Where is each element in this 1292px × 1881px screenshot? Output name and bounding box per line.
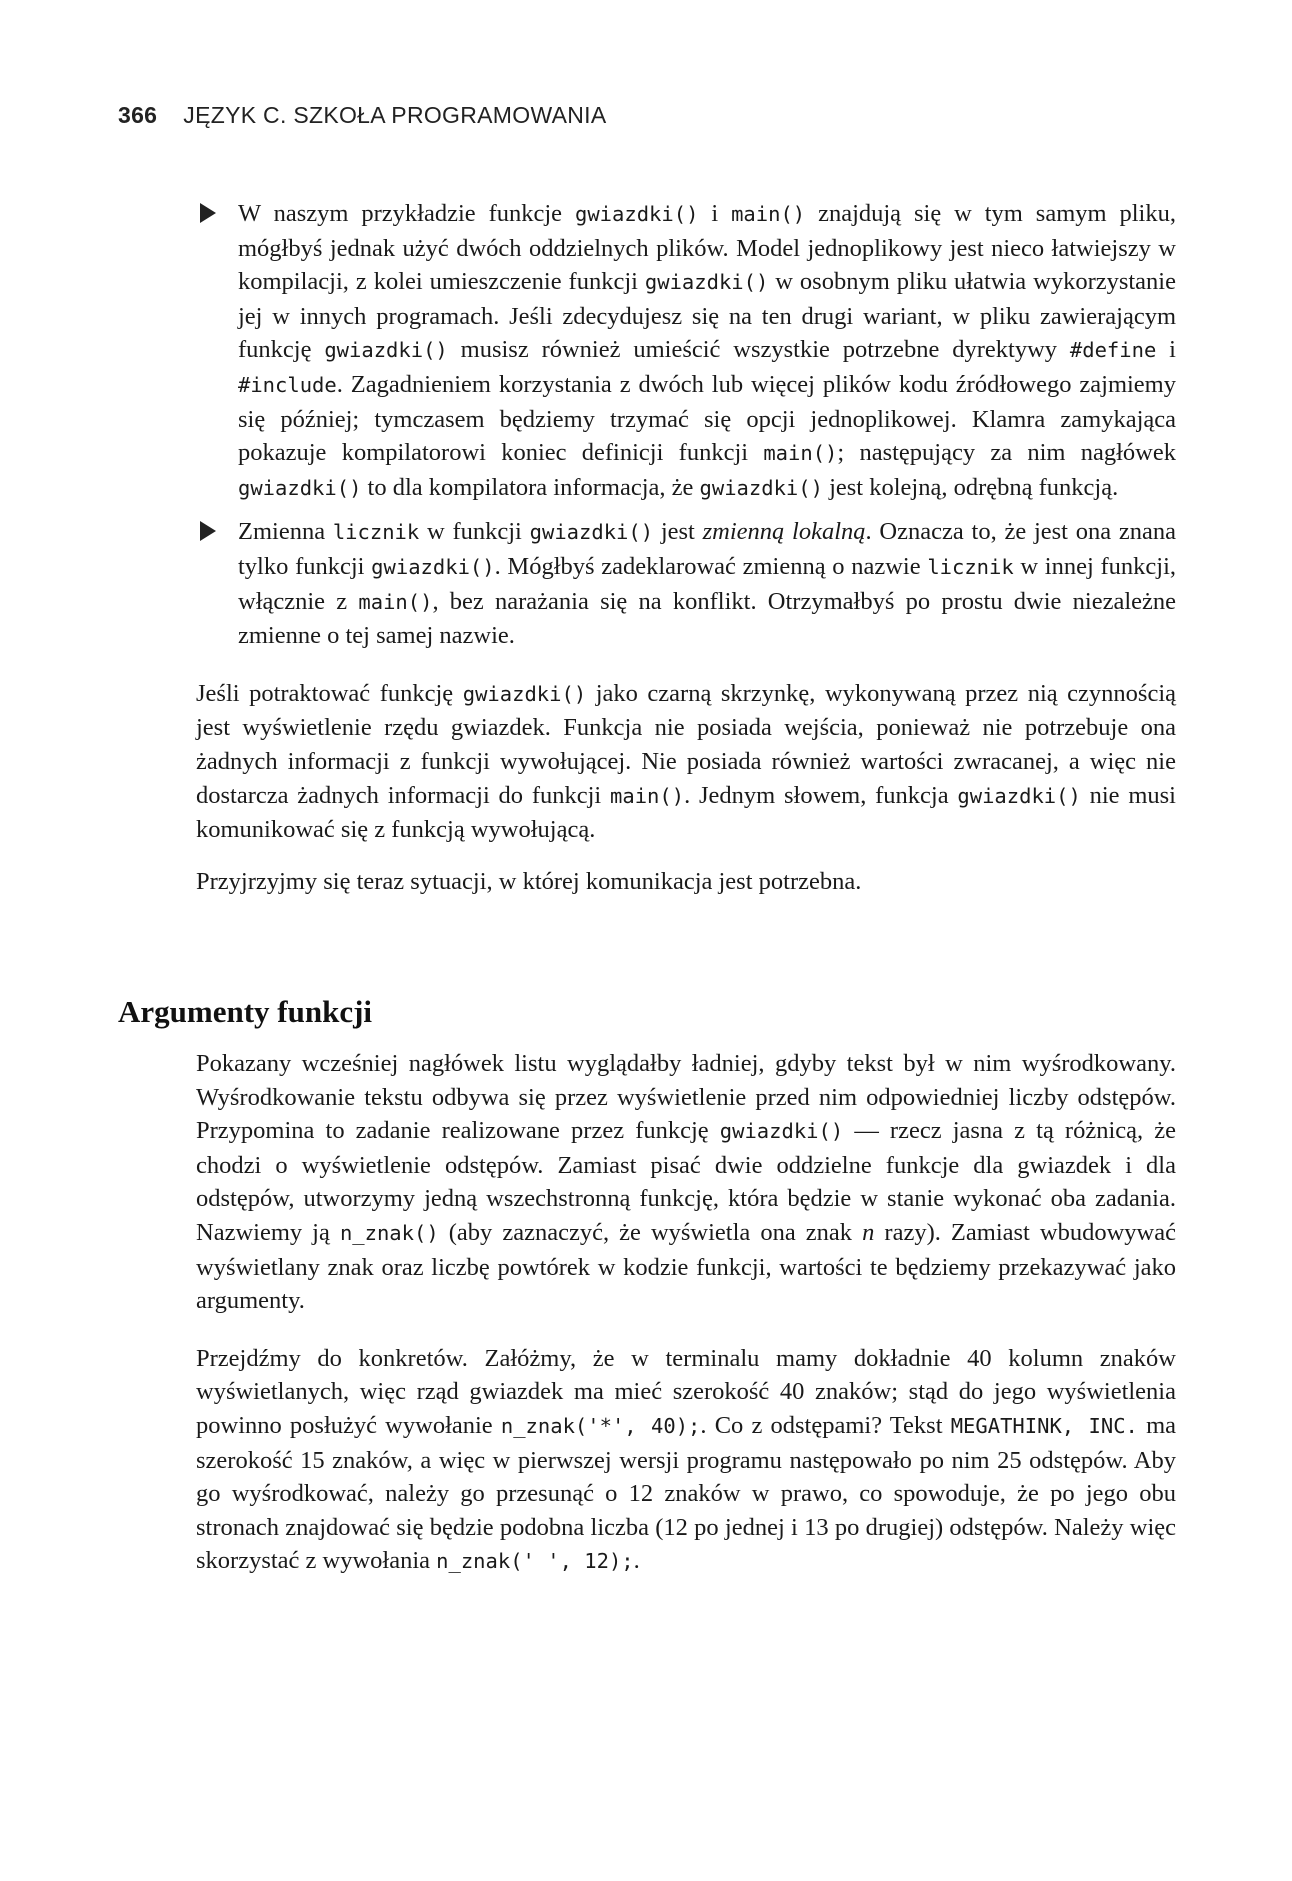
code-inline: gwiazdki(): [529, 520, 654, 545]
text-run: Przejdźmy do konkretów. Załóżmy, że w terminalu mamy dokładnie 40 kolumn znaków wyświetlanych, więc rząd gwiazdek ma mieć szerokość 40 znaków; stąd do jego wyświetlenia powinno posłużyć wywołanie: [196, 1344, 1176, 1439]
text-run: w funkcji: [419, 518, 530, 546]
text-run: w osobnym pliku ułatwia wykorzystanie jej w innych programach. Jeśli zdecydujesz się na ten drugi wariant, w pliku zawierającym funkcję: [238, 268, 1176, 364]
paragraph: [196, 865, 1176, 899]
text-run: i: [1156, 336, 1176, 364]
text-run: . Oznacza to, że jest ona znana tylko funkcji: [238, 518, 1177, 580]
text-run: Zmienna: [238, 518, 333, 546]
text-run: musisz również umieścić wszystkie potrzebne dyrektywy: [447, 336, 1070, 364]
code-inline: gwiazdki(): [324, 338, 448, 363]
code-inline: n_znak('*', 40);: [500, 1413, 701, 1438]
code-inline: MEGATHINK, INC.: [950, 1413, 1138, 1438]
text-run: Pokazany wcześniej nagłówek listu wyglądałby ładniej, gdyby tekst był w nim wyśrodkowany. Wyśrodkowanie tekstu odbywa się przez wyświetlenie przed nim odpowiedniej liczby odstępów. Przypomina to zadanie realizowane przez funkcję: [196, 1050, 1176, 1145]
text-run: W naszym przykładzie funkcje: [238, 200, 575, 227]
code-inline: gwiazdki(): [371, 554, 495, 579]
code-inline: licznik: [927, 554, 1014, 579]
text-run: . Mógłbyś zadeklarować zmienną o nazwie: [494, 552, 928, 580]
text-run: — rzecz jasna z tą różnicą, że chodzi o wyświetlenie odstępów. Zamiast pisać dwie oddzielne funkcje dla gwiazdek i dla odstępów, utworzymy jedną wszechstronną funkcję, która będzie w stanie wykonać oba zadania. Nazwiemy ją: [196, 1117, 1177, 1246]
bullet-text: [238, 515, 1176, 652]
text-run: .: [633, 1547, 640, 1575]
text-run: to dla kompilatora informacja, że: [361, 473, 700, 501]
code-inline: n_znak(): [339, 1220, 439, 1245]
code-inline: main(): [358, 589, 433, 614]
code-inline: gwiazdki(): [644, 270, 769, 295]
paragraph: [196, 1342, 1176, 1579]
book-title: JĘZYK C. SZKOŁA PROGRAMOWANIA: [183, 102, 607, 128]
text-run: jako czarną skrzynkę, wykonywaną przez nią czynnością jest wyświetlenie rzędu gwiazdek. Funkcja nie posiada wejścia, ponieważ nie potrzebuje ona żadnych informacji z funkcji wywołującej. Nie posiada również wartości zwracanej, a więc nie dostarcza żadnych informacji do funkcji: [196, 679, 1177, 809]
paragraph: [196, 1047, 1176, 1318]
emphasis: n: [862, 1218, 875, 1246]
text-run: nie musi komunikować się z funkcją wywołującą.: [196, 781, 1176, 844]
bullet-item: [196, 515, 1176, 652]
code-inline: gwiazdki(): [957, 783, 1081, 808]
text-run: razy). Zamiast wbudowywać wyświetlany znak oraz liczbę powtórek w kodzie funkcji, wartości te będziemy przekazywać jako argumenty.: [196, 1218, 1176, 1315]
text-run: (aby zaznaczyć, że wyświetla ona znak: [438, 1218, 863, 1246]
text-run: znajdują się w tym samym pliku, mógłbyś jednak użyć dwóch oddzielnych plików. Model jednoplikowy jest nieco łatwiejszy w kompilacji, z kolei umieszczenie funkcji: [238, 200, 1176, 296]
text-run: , bez narażania się na konflikt. Otrzymałbyś po prostu dwie niezależne zmienne o tej samej nazwie.: [238, 587, 1176, 650]
code-inline: gwiazdki(): [462, 681, 587, 706]
code-inline: #define: [1069, 338, 1157, 363]
bullet-text: [238, 197, 1176, 505]
page-number: 366: [118, 102, 158, 128]
content-flow: [196, 197, 1176, 916]
text-run: Przyjrzyjmy się teraz sytuacji, w której komunikacja jest potrzebna.: [196, 867, 862, 895]
code-inline: main(): [610, 783, 685, 808]
text-run: . Zagadnieniem korzystania z dwóch lub więcej plików kodu źródłowego zajmiemy się później; tymczasem będziemy trzymać się opcji jednoplikowej. Klamra zamykająca pokazuje kompilatorowi koniec definicji funkcji: [238, 370, 1176, 467]
code-inline: gwiazdki(): [719, 1119, 844, 1144]
text-run: . Jednym słowem, funkcja: [684, 781, 958, 809]
text-run: jest kolejną, odrębną funkcją.: [822, 473, 1119, 501]
section-heading: Argumenty funkcji: [118, 994, 373, 1029]
code-inline: main(): [731, 202, 806, 226]
text-run: i: [698, 200, 732, 227]
code-inline: gwiazdki(): [699, 475, 823, 500]
bullet-item: [196, 197, 1176, 505]
text-run: . Co z odstępami? Tekst: [700, 1411, 951, 1439]
code-inline: #include: [238, 372, 337, 397]
emphasis: zmienną lokalną: [702, 518, 866, 546]
text-run: jest: [653, 518, 703, 546]
running-header: [118, 102, 606, 129]
text-run: Jeśli potraktować funkcję: [196, 679, 463, 707]
text-run: ; następujący za nim nagłówek: [837, 439, 1176, 467]
code-inline: gwiazdki(): [574, 202, 699, 226]
code-inline: gwiazdki(): [238, 475, 362, 500]
code-inline: licznik: [332, 520, 420, 545]
code-inline: n_znak(' ', 12);: [436, 1549, 634, 1574]
section-body: [196, 1047, 1176, 1597]
paragraph: [196, 677, 1176, 847]
bullet-triangle-icon: [200, 521, 216, 541]
bullet-triangle-icon: [200, 203, 216, 223]
text-run: w innej funkcji, włącznie z: [238, 552, 1177, 615]
code-inline: main(): [763, 441, 838, 466]
text-run: ma szerokość 15 znaków, a więc w pierwszej wersji programu następowało po nim 25 odstępów. Aby go wyśrodkować, należy go przesunąć o 12 znaków w prawo, co spowoduje, że po jego obu stronach znajdować się będzie podobna liczba (12 po jednej i 13 po drugiej) odstępów. Należy więc skorzystać z wywołania: [196, 1411, 1176, 1575]
